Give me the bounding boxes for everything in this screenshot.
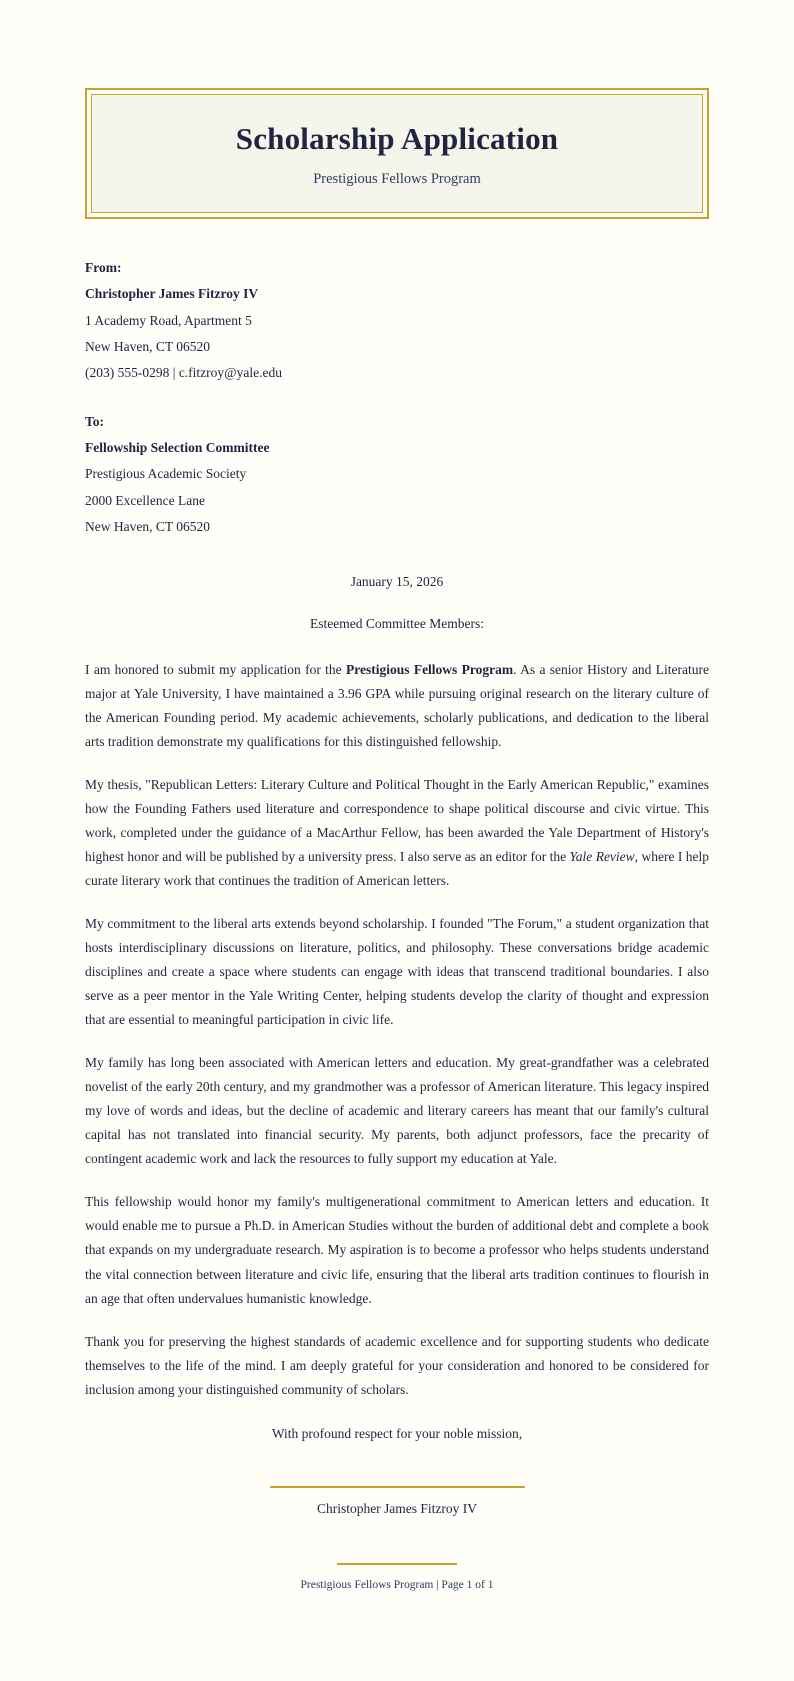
from-contact: (203) 555-0298 | c.fitzroy@yale.edu (85, 365, 282, 381)
document-header-panel (91, 94, 703, 213)
closing-line: With profound respect for your noble mission, (271, 1425, 523, 1441)
body-paragraph-4: My family has long been associated with American letters and education. My great-grandfather was a celebrated novelist of the early 20th century, and my grandmother was a professor of American literature. This legacy inspired my love of words and ideas, but the decline of academic and literary careers has meant that our family's cultural capital has not translated into financial security. My parents, both adjunct professors, face the precarity of contingent academic work and lack the resources to fully support my education at Yale. (85, 1055, 709, 1167)
signature-line (270, 1486, 525, 1488)
p1-part-a: I am honored to submit my application for the (85, 662, 346, 678)
program-name-bold: Prestigious Fellows Program (345, 662, 514, 678)
from-city-state-zip: New Haven, CT 06520 (85, 338, 210, 354)
p2-part-b: , where I help curate literary work that continues the tradition of American letters. (85, 849, 709, 889)
body-paragraph-3: My commitment to the liberal arts extends beyond scholarship. I founded "The Forum," a student organization that hosts interdisciplinary discussions on literature, politics, and philosophy. These conversations bridge academic disciplines and create a space where students can engage with ideas that transcend traditional boundaries. I also serve as a peer mentor in the Yale Writing Center, helping students develop the clarity of thought and expression that are essential to meaningful participation in civic life. (85, 916, 709, 1028)
to-label: To: (85, 413, 105, 429)
p2-part-a: My thesis, "Republican Letters: Literary Culture and Political Thought in the Early American Republic," examines how the Founding Fathers used literature and correspondence to shape political discourse and civic virtue. This work, completed under the guidance of a MacArthur Fellow, has been awarded the Yale Department of History's highest honor and will be published by a university press. I also serve as an editor for the (85, 777, 709, 865)
salutation: Esteemed Committee Members: (310, 616, 484, 632)
p1-part-b: . As a senior History and Literature major at Yale University, I have maintained a 3.96 GPA while pursuing original research on the literary culture of the American Founding period. My academic achievements, scholarly publications, and dedication to the liberal arts tradition demonstrate my qualifications for this distinguished fellowship. (85, 662, 709, 750)
body-paragraph-6: Thank you for preserving the highest standards of academic excellence and for supporting students who dedicate themselves to the life of the mind. I am deeply grateful for your consideration and honored to be considered for inclusion among your distinguished community of scholars. (85, 1333, 709, 1397)
publication-name-italic: Yale Review (569, 849, 635, 865)
page-subtitle: Prestigious Fellows Program (313, 170, 481, 187)
page-title: Scholarship Application (235, 121, 559, 156)
footer-divider (337, 1563, 457, 1565)
body-paragraph-2 (85, 773, 709, 893)
from-street: 1 Academy Road, Apartment 5 (85, 312, 252, 328)
to-organization: Prestigious Academic Society (85, 466, 247, 482)
to-city-state-zip: New Haven, CT 06520 (85, 518, 210, 534)
document-header (85, 88, 709, 219)
to-street: 2000 Excellence Lane (85, 492, 205, 508)
body-paragraph-5: This fellowship would honor my family's multigenerational commitment to American letters and education. It would enable me to pursue a Ph.D. in American Studies without the burden of additional debt and complete a book that expands on my undergraduate research. My aspiration is to become a professor who helps students understand the vital connection between literature and civic life, ensuring that the liberal arts tradition continues to flourish in an age that often undervalues humanistic knowledge. (85, 1194, 709, 1306)
footer-text: Prestigious Fellows Program | Page 1 of 1 (300, 1578, 494, 1591)
from-label: From: (85, 260, 122, 276)
signature-block (85, 1486, 709, 1517)
signature-name: Christopher James Fitzroy IV (316, 1500, 478, 1516)
to-address-block (85, 409, 709, 541)
letter-body (85, 658, 709, 1401)
document-footer (85, 1563, 709, 1591)
from-name: Christopher James Fitzroy IV (85, 286, 259, 302)
body-paragraph-1 (85, 658, 709, 754)
from-address-block (85, 255, 709, 387)
letter-date: January 15, 2026 (350, 574, 444, 590)
to-name: Fellowship Selection Committee (85, 439, 270, 455)
